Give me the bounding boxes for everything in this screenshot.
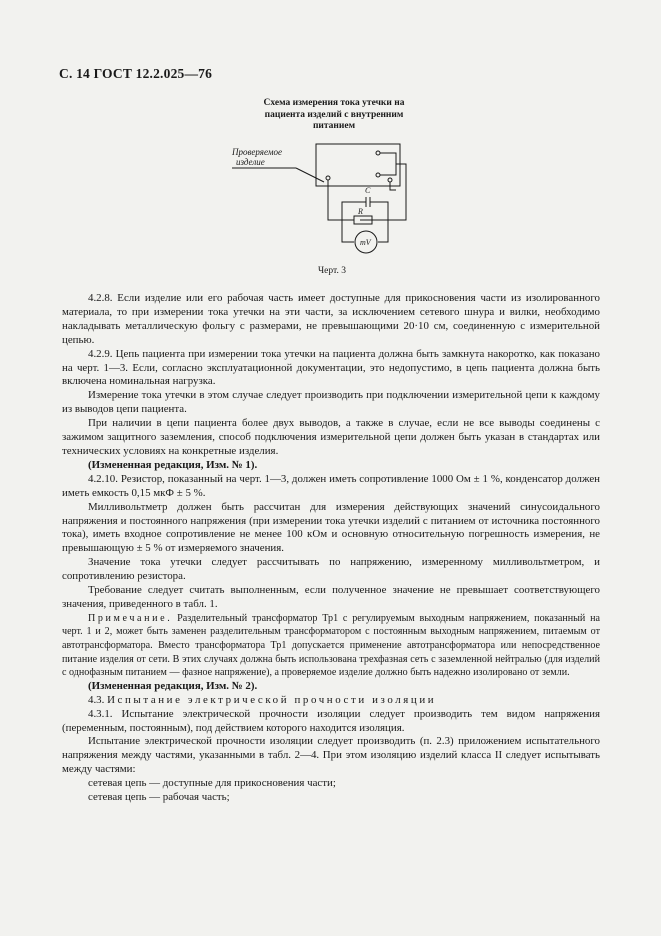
device-label: изделие	[236, 157, 265, 167]
list-item: сетевая цепь — доступные для прикосновения части;	[88, 777, 336, 790]
paragraph: Испытание электрической прочности изоляции следует производить (п. 2.3) приложением испытательного напряжения между частями, указанными в табл. 2—4. При этом изоляцию изделий класса II следует испытывать между частями:	[62, 735, 600, 776]
terminal	[376, 151, 380, 155]
revision-note: (Измененная редакция, Изм. № 2).	[88, 679, 258, 692]
short-wire	[380, 153, 396, 175]
section-title: Испытание электрической прочности изоляции	[107, 693, 437, 706]
label-pointer	[296, 168, 324, 182]
note-text: Разделительный трансформатор Тр1 с регулируемым выходным напряжением, показанный на черт. 1 и 2, может быть заменен разделительным трансформатором с постоянным выходным напряжением, питаемым от автотрансформатора. Вместо трансформатора Тр1 допускается применение автотрансформатора или непосредственное питание изделия от сети. В этих случаях должна быть использована трехфазная сеть с заземленной нейтралью (для изделий с однофазным питанием — фазное напряжение), а проверяемое изделие должно быть надежно изолировано от земли.	[62, 612, 600, 679]
section-heading	[62, 694, 600, 708]
note-paragraph	[62, 612, 600, 680]
device-label: Проверяемое	[232, 147, 282, 157]
paragraph: При наличии в цепи пациента более двух выводов, а также в случае, если не все выводы соединены с зажимом защитного заземления, способ подключения измерительной цепи должен быть указан в стандартах или технических условиях на конкретные изделия.	[62, 417, 600, 457]
circuit-wire	[360, 202, 388, 220]
figure-title	[236, 98, 432, 133]
paragraph: 4.2.10. Резистор, показанный на черт. 1—3, должен иметь сопротивление 1000 Ом ± 1 %, конденсатор должен иметь емкость 0,15 мкФ ± 5 %.	[62, 472, 600, 499]
paragraph: 4.2.9. Цепь пациента при измерении тока утечки на пациента должна быть замкнута накоротко, как показано на черт. 1—3. Если, согласно эксплуатационной документации, это недопустимо, в цепь пациента должна быть включена номинальная нагрузка.	[62, 347, 600, 388]
paragraph: Значение тока утечки следует рассчитывать по напряжению, измеренному милливольтметром, и сопротивлению резистора.	[62, 556, 600, 583]
circuit-wire	[378, 220, 388, 242]
terminal	[388, 178, 392, 182]
paragraph: 4.2.8. Если изделие или его рабочая часть имеет доступные для прикосновения части из изолированного материала, то при измерении тока утечки на эти части, за исключением сетевого шнура и вилки, необходимо накладывать металлическую фольгу с размерами, не превышающими 20·10 см, соединенную с измерительной цепью.	[62, 292, 600, 346]
figure-title-line: Схема измерения тока утечки на	[263, 98, 405, 108]
circuit-diagram	[220, 140, 420, 262]
paragraph: Требование следует считать выполненным, если полученное значение не превышает соответствующего значения, приведенного в табл. 1.	[62, 584, 600, 610]
page-header: С. 14 ГОСТ 12.2.025—76	[59, 66, 213, 81]
terminal	[376, 173, 380, 177]
figure-title-line: пациента изделий с внутренним	[264, 109, 404, 120]
terminal	[326, 176, 330, 180]
paragraph: Измерение тока утечки в этом случае следует производить при подключении измерительной цепи к каждому из выводов цепи пациента.	[62, 389, 600, 416]
paragraph: Милливольтметр должен быть рассчитан для измерения действующих значений синусоидального напряжения и постоянного напряжения (при измерении тока утечки изделий с питанием от источника постоянного тока), иметь входное сопротивление не менее 100 кОм и основную относительную погрешность измерения, не превышающую ± 5 % от измеряемого значения.	[62, 500, 600, 555]
section-number: 4.3.	[88, 693, 105, 706]
circuit-wire	[342, 220, 354, 242]
revision-note: (Измененная редакция, Изм. № 1).	[88, 458, 258, 471]
capacitor-label: C	[365, 186, 371, 195]
figure-title-line: питанием	[312, 121, 356, 131]
paragraph: 4.3.1. Испытание электрической прочности изоляции следует производить тем видом напряжения (переменным, постоянным), под действием которого находится изоляция.	[62, 707, 600, 734]
note-label: Примечание.	[88, 612, 173, 624]
resistor-label: R	[358, 207, 363, 216]
list-item: сетевая цепь — рабочая часть;	[88, 791, 230, 804]
figure-caption: Черт. 3	[318, 266, 346, 276]
body-text	[62, 292, 600, 805]
meter-label: mV	[360, 238, 371, 247]
